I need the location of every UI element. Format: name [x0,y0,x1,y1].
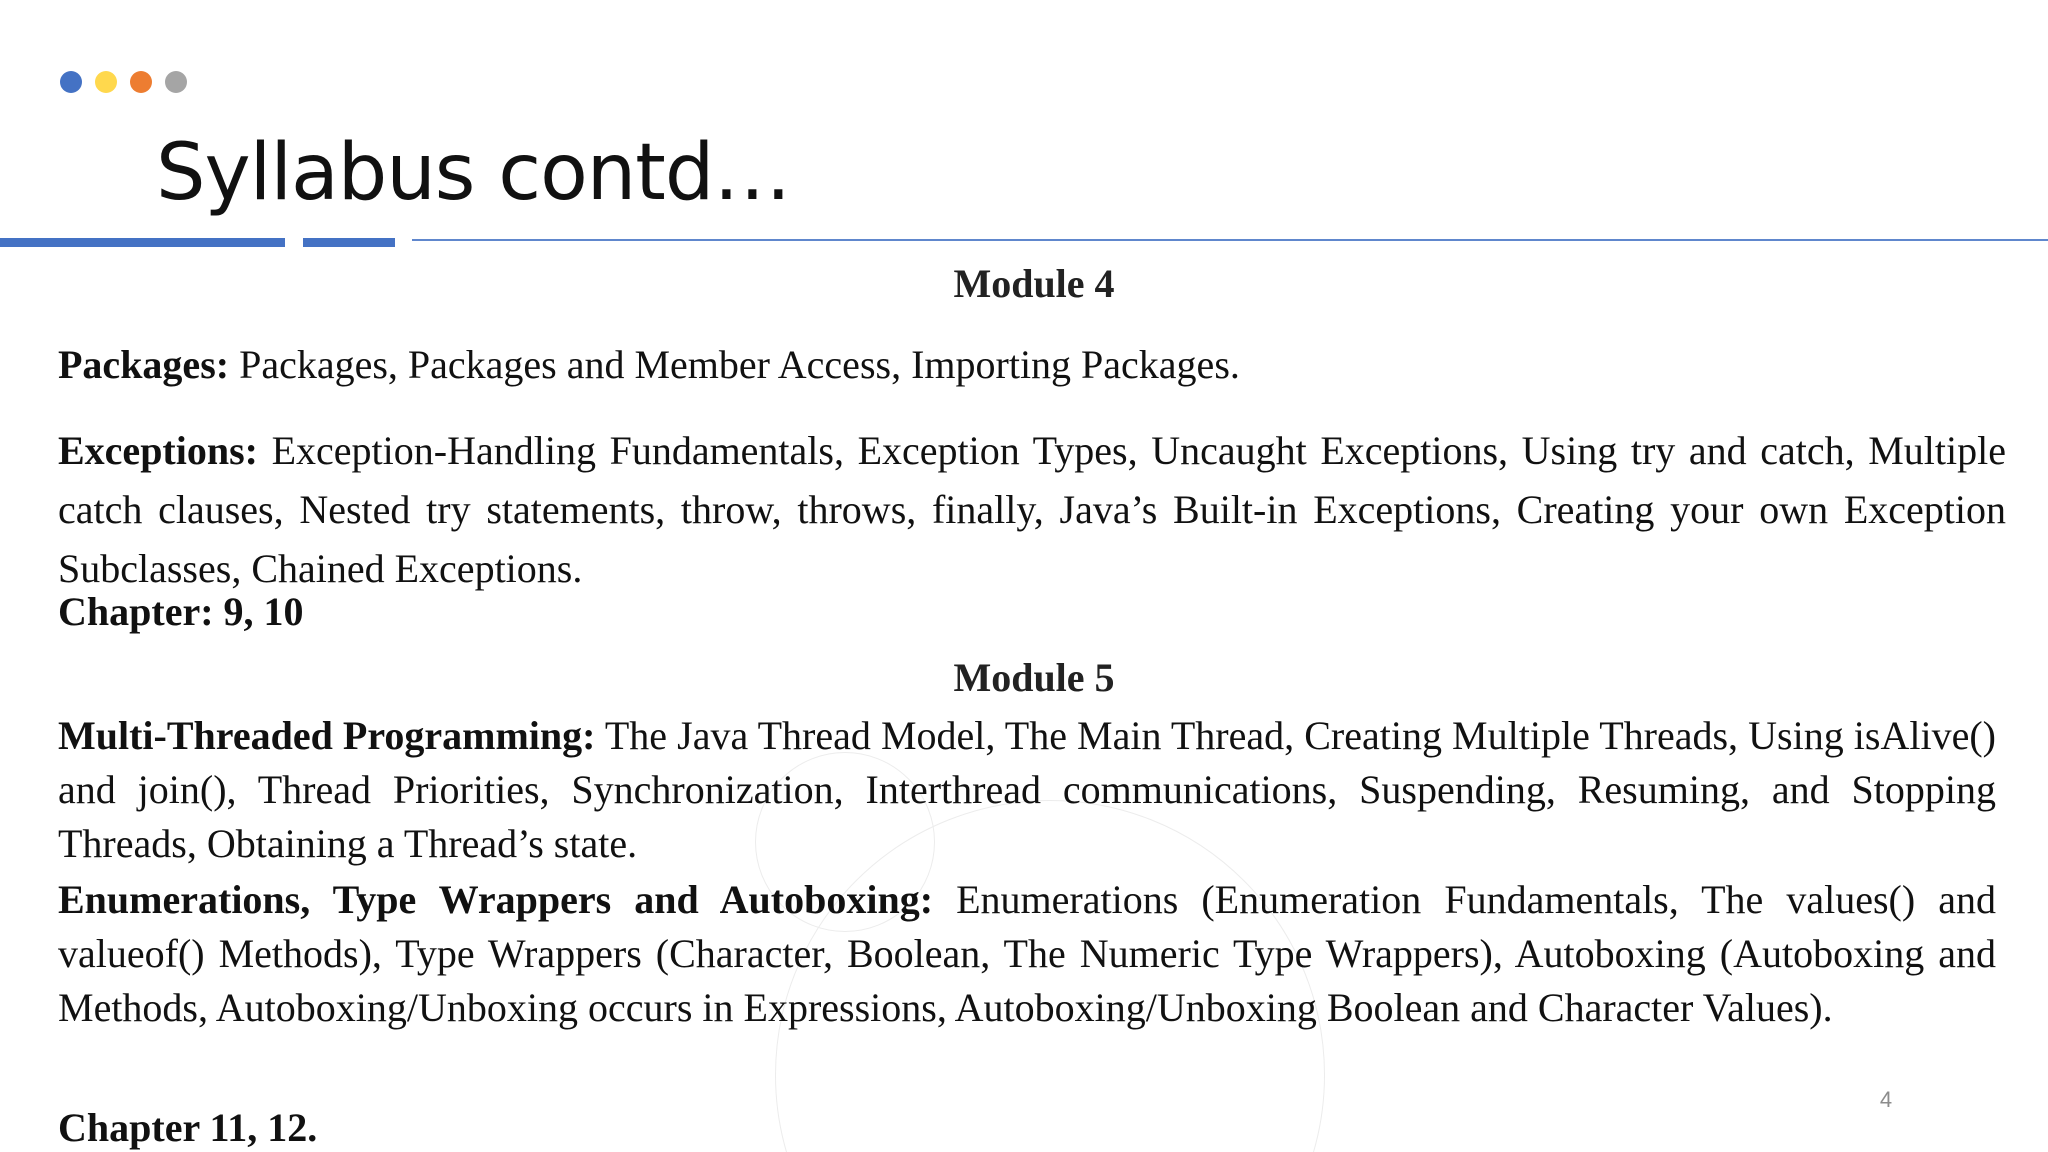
threads-paragraph [58,709,1996,871]
packages-paragraph [58,340,2048,390]
exceptions-label: Exceptions: [58,428,258,473]
enums-label: Enumerations, Type Wrappers and Autoboxing: [58,877,934,922]
module-4-heading: Module 4 [953,261,1115,306]
enums-paragraph [58,873,1996,1035]
gray-dot-icon [165,71,187,93]
threads-text: The Java Thread Model, The Main Thread, Creating Multiple Threads, Using isAlive() and join(), Thread Priorities, Synchronization, Interthread communications, Suspending, Resuming, and Stopping Threads, Obtaining a Thread’s state. [58,713,1996,866]
module-5-heading: Module 5 [953,655,1115,700]
enums-text: Enumerations (Enumeration Fundamentals, The values() and valueof() Methods), Type Wrappers (Character, Boolean, The Numeric Type Wrappers), Autoboxing (Autoboxing and Methods, Autoboxing/Unboxing occurs in Expressions, Autoboxing/Unboxing Boolean and Character Values). [58,877,1996,1030]
slide-title: Syllabus contd… [156,128,791,218]
yellow-dot-icon [95,71,117,93]
orange-dot-icon [130,71,152,93]
title-underline-segment [0,238,285,247]
module-5-chapter: Chapter 11, 12. [58,1105,318,1150]
exceptions-paragraph [58,421,2006,598]
packages-text: Packages, Packages and Member Access, Importing Packages. [229,342,1240,387]
exceptions-text: Exception-Handling Fundamentals, Exception Types, Uncaught Exceptions, Using try and catch, Multiple catch clauses, Nested try statements, throw, throws, finally, Java’s Built-in Exceptions, Creating your own Exception Subclasses, Chained Exceptions. [58,428,2006,591]
packages-label: Packages: [58,342,230,387]
decorative-dots [60,71,187,93]
threads-label: Multi-Threaded Programming: [58,713,596,758]
title-underline-line [412,239,2048,241]
blue-dot-icon [60,71,82,93]
module-4-chapter: Chapter: 9, 10 [58,589,304,634]
title-underline-segment [303,238,395,247]
page-number: 4 [1879,1087,1893,1112]
